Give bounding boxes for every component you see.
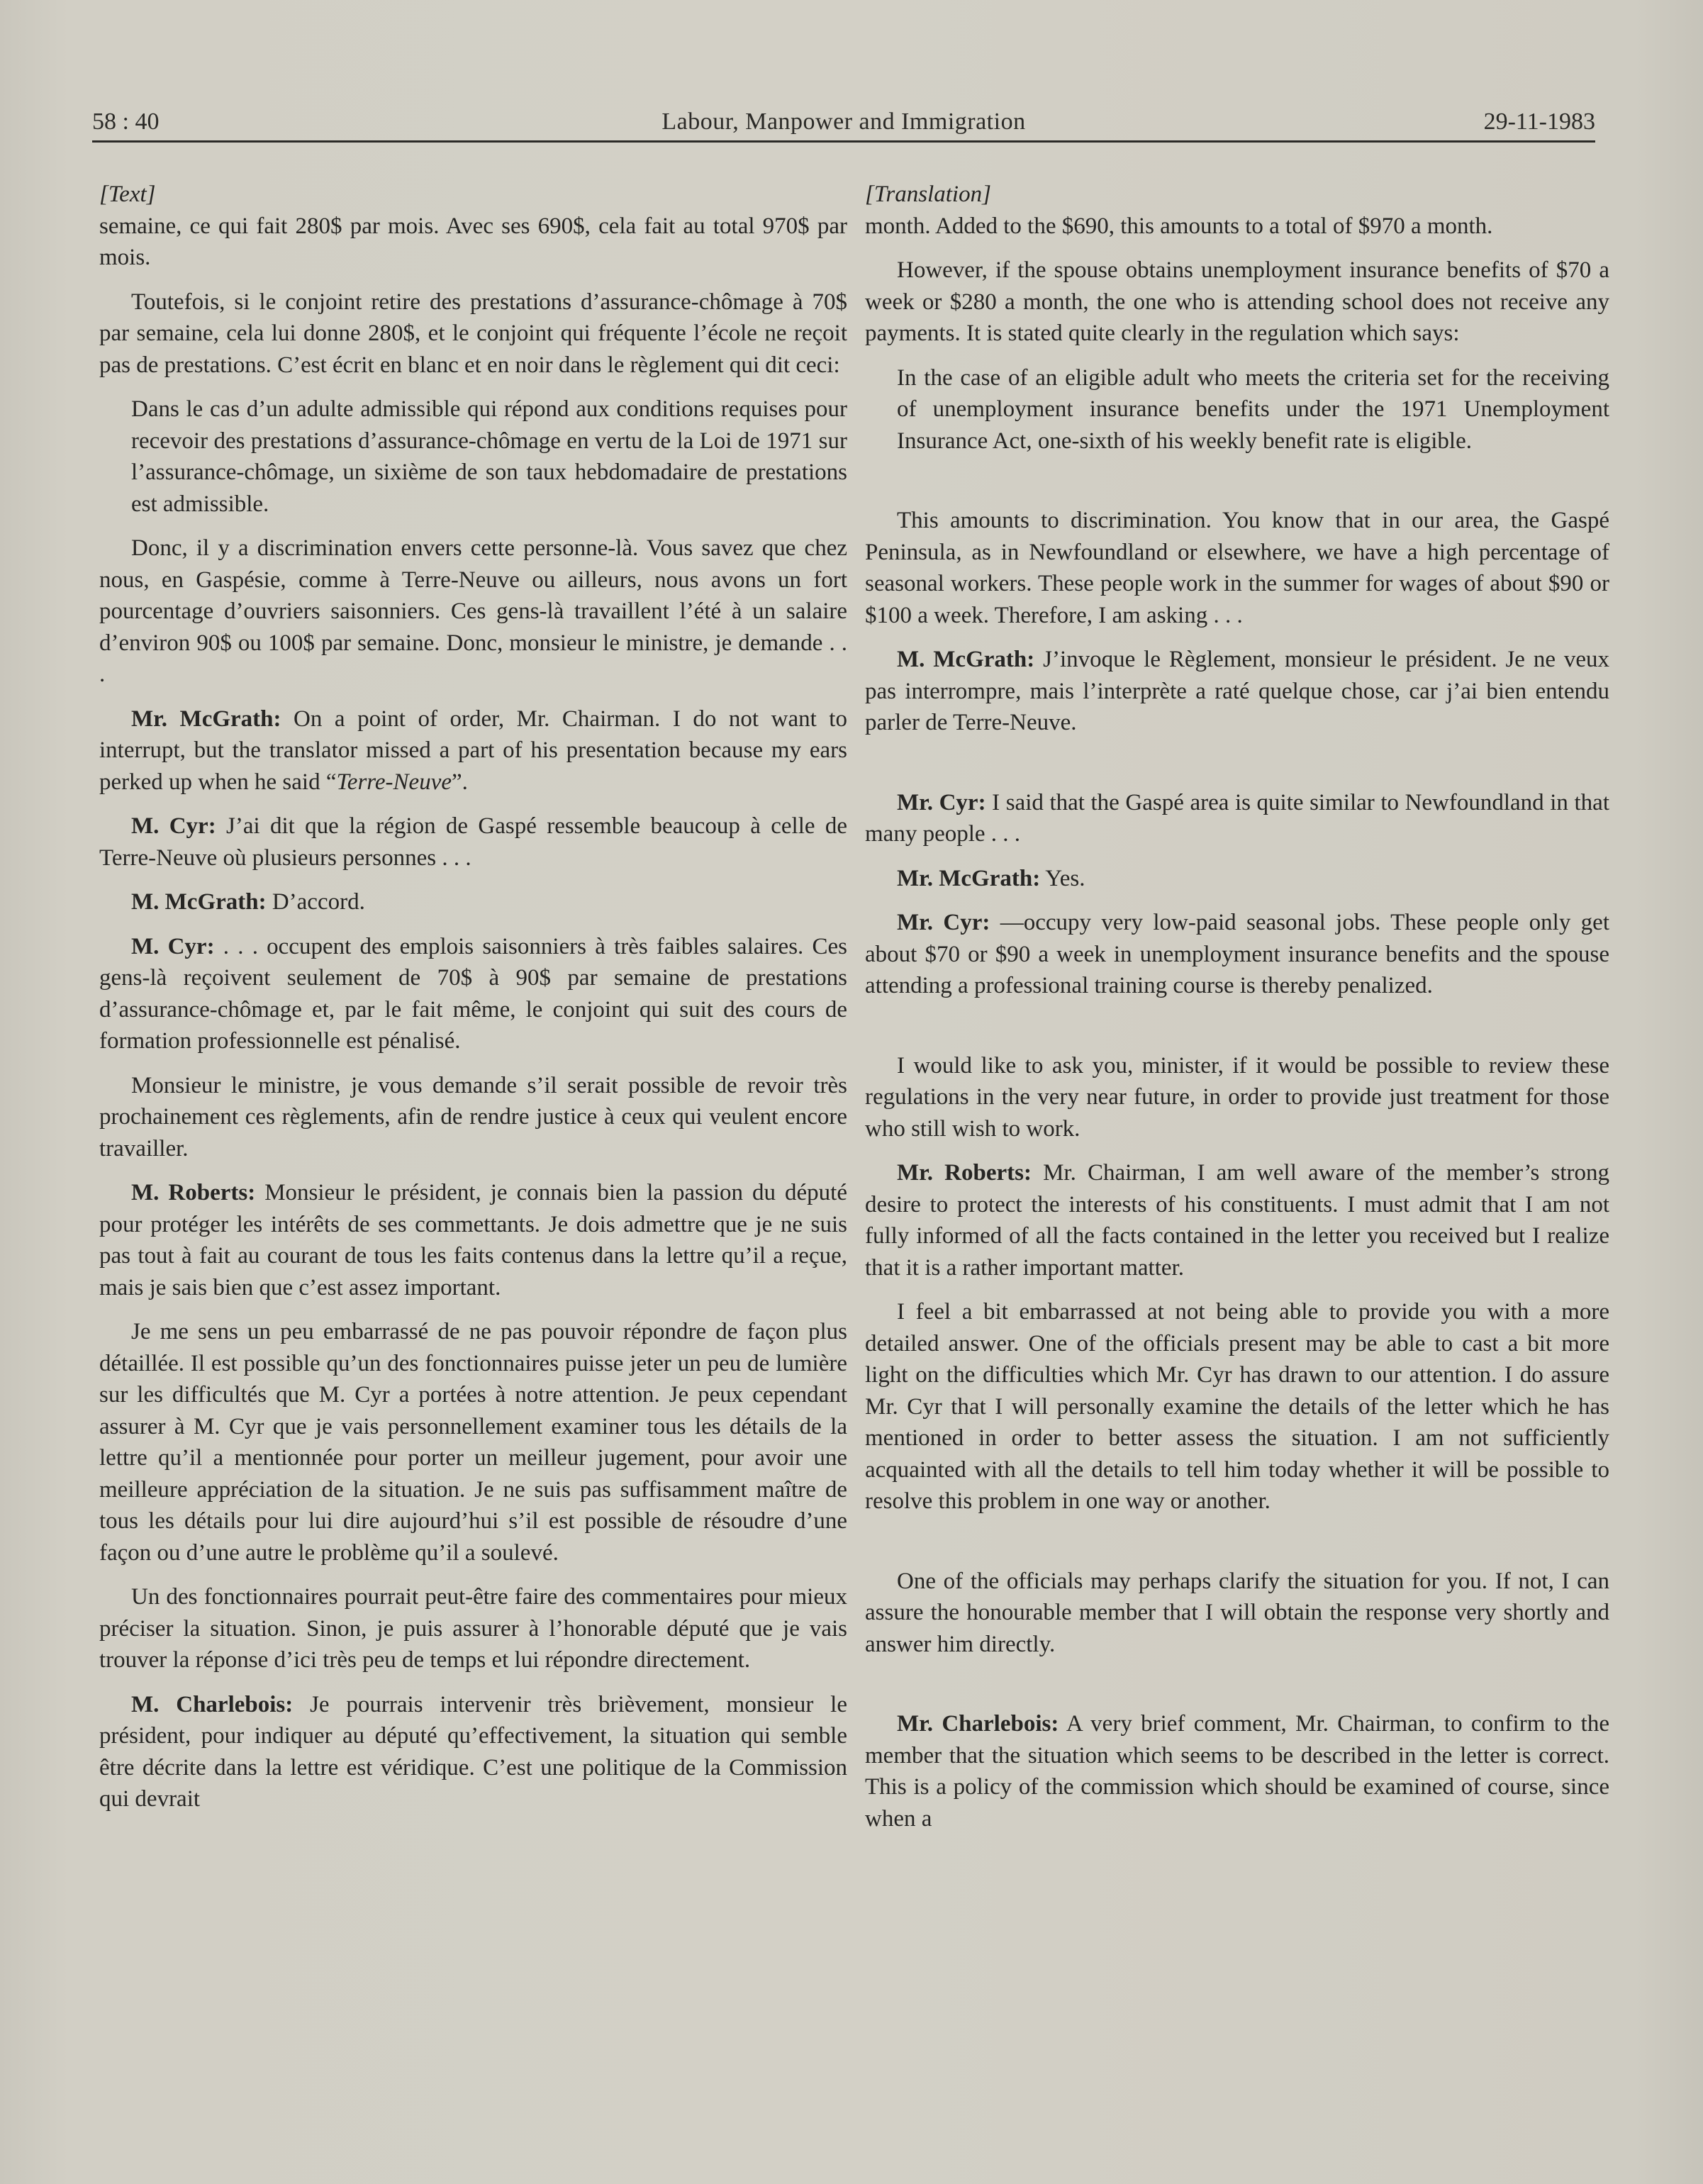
publication-title: Labour, Manpower and Immigration — [661, 108, 1026, 135]
speech-mcgrath: M. McGrath: D’accord. — [131, 889, 365, 915]
regulation-quote: In the case of an eligible adult who meets the criteria set for the receiving of unemployment insurance benefits under the 1971 Unemployment Insurance Act, one-sixth of his weekly benefit rate is eligible. — [897, 364, 1609, 454]
spacer — [865, 1015, 1609, 1050]
speech-cyr: Mr. Cyr: I said that the Gaspé area is quite similar to Newfoundland in that many people . . . — [865, 789, 1609, 847]
speaker-name: M. Roberts: — [131, 1180, 256, 1205]
speaker-name: M. Cyr: — [131, 813, 216, 839]
speaker-name: M. McGrath: — [897, 647, 1035, 672]
speech-mcgrath: Mr. McGrath: Yes. — [897, 865, 1085, 891]
speech-cyr: Mr. Cyr: —occupy very low-paid seasonal jobs. These people only get about $70 or $90 a week in unemployment insurance benefits and the spouse attending a professional training course is thereby penalized. — [865, 910, 1609, 998]
paragraph: I feel a bit embarrassed at not being able to provide you with a more detailed answer. One of the officials present may be able to cast a bit more light on the difficulties which Mr. Cyr has drawn to our attention. I do assure Mr. Cyr that I will personally examine the details of the letter which he has mentioned in order to better assess the situation. I am not sufficiently acquainted with all the details to tell him today whether it will be possible to resolve this problem in one way or another. — [865, 1299, 1609, 1514]
speech-cyr: M. Cyr: J’ai dit que la région de Gaspé ressemble beaucoup à celle de Terre-Neuve où plusieurs personnes . . . — [99, 813, 847, 871]
spacer — [865, 1673, 1609, 1708]
speaker-name: Mr. Roberts: — [897, 1160, 1032, 1186]
speaker-name: Mr. Cyr: — [897, 789, 986, 815]
paragraph: Je me sens un peu embarrassé de ne pas pouvoir répondre de façon plus détaillée. Il est possible qu’un des fonctionnaires puisse jeter un peu de lumière sur les difficultés que M. Cyr a portées à notre attention. Je peux cependant assurer à M. Cyr que je vais personnellement examiner tous les détails de la lettre qu’il a mentionnée pour porter un meilleur jugement, pour avoir une meilleure appréciation de la situation. Je ne suis pas suffisamment maître de tous les détails pour lui dire aujourd’hui s’il est possible de résoudre d’une façon ou d’une autre le problème qu’il a soulevé. — [99, 1319, 847, 1566]
speech-roberts: Mr. Roberts: Mr. Chairman, I am well aware of the member’s strong desire to protect the interests of his constituents. I must admit that I am not fully informed of all the facts contained in the letter you received but I realize that it is a rather important matter. — [865, 1160, 1609, 1281]
speech-roberts: M. Roberts: Monsieur le président, je connais bien la passion du député pour protéger les intérêts de ses commettants. Je dois admettre que je ne suis pas tout à fait au courant de tous les faits contenus dans la lettre qu’il a reçue, mais je sais bien que c’est assez important. — [99, 1180, 847, 1300]
speaker-name: Mr. Cyr: — [897, 910, 990, 935]
spacer — [865, 469, 1609, 505]
speaker-name: M. Cyr: — [131, 933, 215, 959]
paragraph: This amounts to discrimination. You know that in our area, the Gaspé Peninsula, as in Newfoundland or elsewhere, we have a high percentage of seasonal workers. These people work in the summer for wages of about $90 or $100 a week. Therefore, I am asking . . . — [865, 508, 1609, 628]
speaker-name: M. McGrath: — [131, 889, 267, 915]
header-date: 29-11-1983 — [1483, 108, 1595, 135]
section-label-text: [Text] — [99, 182, 156, 207]
regulation-quote: Dans le cas d’un adulte admissible qui répond aux conditions requises pour recevoir des prestations d’assurance-chômage en vertu de la Loi de 1971 sur l’assurance-chômage, un sixième de son taux hebdomadaire de prestations est admissible. — [131, 396, 847, 517]
speech-mcgrath: M. McGrath: J’invoque le Règlement, monsieur le président. Je ne veux pas interrompre, mais l’interprète a raté quelque chose, car j’ai bien entendu parler de Terre-Neuve. — [865, 647, 1610, 735]
paragraph: month. Added to the $690, this amounts to a total of $970 a month. — [865, 213, 1493, 239]
speech-charlebois: Mr. Charlebois: A very brief comment, Mr. Chairman, to confirm to the member that the situation which seems to be described in the letter is correct. This is a policy of the commission which should be examined of course, since when a — [865, 1711, 1609, 1832]
left-column-french — [99, 179, 847, 1828]
right-column-english — [865, 179, 1609, 1847]
spacer — [865, 1530, 1609, 1566]
speech-mcgrath: Mr. McGrath: On a point of order, Mr. Chairman. I do not want to interrupt, but the translator missed a part of his presentation because my ears perked up when he said “Terre-Neuve”. — [99, 706, 847, 795]
paragraph: One of the officials may perhaps clarify the situation for you. If not, I can assure the honourable member that I will obtain the response very shortly and answer him directly. — [865, 1568, 1609, 1657]
speaker-name: Mr. Charlebois: — [897, 1711, 1059, 1737]
spacer — [865, 752, 1609, 787]
running-header — [92, 104, 1595, 143]
page-number: 58 : 40 — [92, 108, 160, 135]
paragraph: Monsieur le ministre, je vous demande s’il serait possible de revoir très prochainement ces règlements, afin de rendre justice à ceux qui veulent encore travailler. — [99, 1072, 847, 1161]
quoted-word: Terre-Neuve — [336, 769, 452, 795]
speech-cyr: M. Cyr: . . . occupent des emplois saisonniers à très faibles salaires. Ces gens-là reçoivent seulement de 70$ à 90$ par semaine de prestations d’assurance-chômage et, par le fait même, le conjoint qui suit des cours de formation professionnelle est pénalisé. — [99, 933, 847, 1054]
paragraph: Un des fonctionnaires pourrait peut-être faire des commentaires pour mieux préciser la situation. Sinon, je puis assurer à l’honorable député que je vais trouver la réponse d’ici très peu de temps et lui répondre directement. — [99, 1584, 847, 1673]
speech-charlebois: M. Charlebois: Je pourrais intervenir très brièvement, monsieur le président, pour indiquer au député qu’effectivement, la situation qui semble être décrite dans la lettre est véridique. C’est une politique de la Commission qui devrait — [99, 1691, 847, 1812]
speaker-name: Mr. McGrath: — [131, 706, 281, 732]
paragraph: semaine, ce qui fait 280$ par mois. Avec ses 690$, cela fait au total 970$ par mois. — [99, 213, 847, 270]
speaker-name: Mr. McGrath: — [897, 865, 1041, 891]
paragraph: Toutefois, si le conjoint retire des prestations d’assurance-chômage à 70$ par semaine, cela lui donne 280$, et le conjoint qui fréquente l’école ne reçoit pas de prestations. C’est écrit en blanc et en noir dans le règlement qui dit ceci: — [99, 289, 847, 378]
paragraph: I would like to ask you, minister, if it would be possible to review these regulations in the very near future, in order to provide just treatment for those who still wish to work. — [865, 1052, 1609, 1142]
section-label-translation: [Translation] — [865, 182, 991, 207]
paragraph: However, if the spouse obtains unemployment insurance benefits of $70 a week or $280 a month, the one who is attending school does not receive any payments. It is stated quite clearly in the regulation which says: — [865, 257, 1609, 346]
paragraph: Donc, il y a discrimination envers cette personne-là. Vous savez que chez nous, en Gaspésie, comme à Terre-Neuve ou ailleurs, nous avons un fort pourcentage d’ouvriers saisonniers. Ces gens-là travaillent l’été à un salaire d’environ 90$ ou 100$ par semaine. Donc, monsieur le ministre, je demande . . . — [99, 535, 847, 687]
speaker-name: M. Charlebois: — [131, 1691, 294, 1717]
